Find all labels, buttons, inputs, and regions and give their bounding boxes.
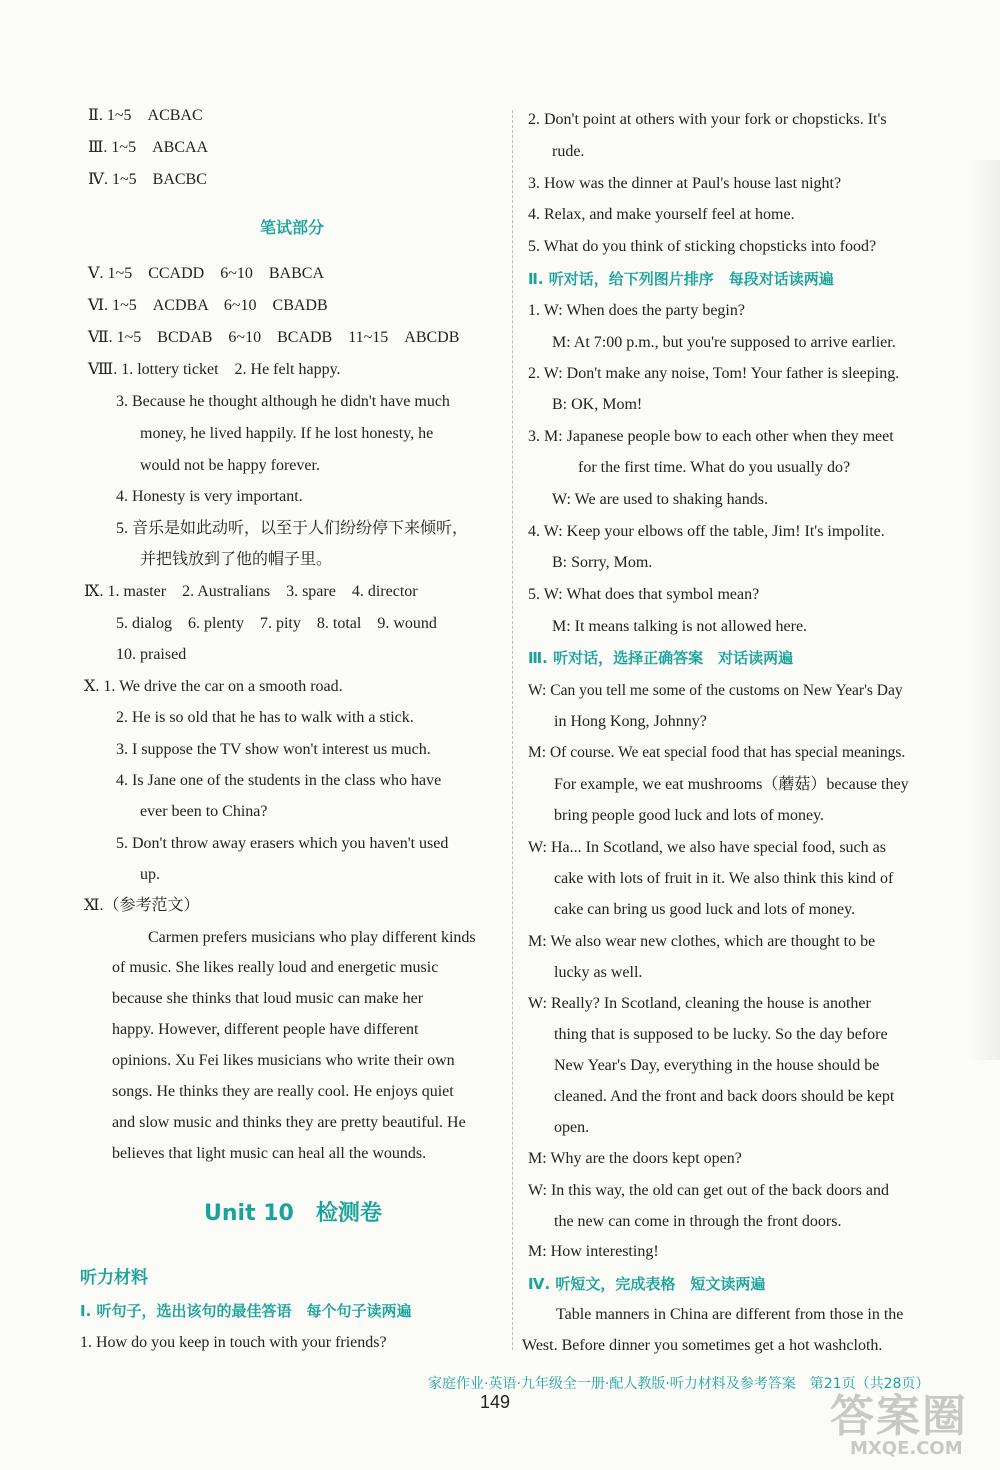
answer-line: Ⅴ. 1~5 CCADD 6~10 BABCA <box>88 265 325 282</box>
script-line: M: Why are the doors kept open? <box>528 1150 742 1167</box>
script-line: rude. <box>552 143 585 160</box>
script-line: W: Really? In Scotland, cleaning the house is another <box>528 995 871 1012</box>
page-edge-shadow <box>970 160 1000 1060</box>
script-line: New Year's Day, everything in the house should be <box>554 1057 880 1074</box>
script-line: W: Can you tell me some of the customs on New Year's Day <box>528 682 903 699</box>
essay-line: happy. However, different people have different <box>112 1021 419 1038</box>
answer-line: 5. 音乐是如此动听，以至于人们纷纷停下来倾听， <box>116 520 469 537</box>
answer-line: 1. How do you keep in touch with your friends? <box>80 1334 387 1351</box>
answer-line: money, he lived happily. If he lost honesty, he <box>140 425 434 442</box>
answer-line: 5. Don't throw away erasers which you haven't used <box>116 835 449 852</box>
script-line: 3. How was the dinner at Paul's house last night? <box>528 175 842 192</box>
section-heading: Ⅱ. 听对话，给下列图片排序 每段对话读两遍 <box>528 270 834 288</box>
essay-line: because she thinks that loud music can make her <box>112 990 424 1007</box>
answer-line: Ⅸ. 1. master 2. Australians 3. spare 4. director <box>84 583 418 600</box>
script-line: M: How interesting! <box>528 1243 659 1260</box>
answer-line: Ⅹ. 1. We drive the car on a smooth road. <box>84 678 343 695</box>
section-heading: Ⅰ. 听句子，选出该句的最佳答语 每个句子读两遍 <box>80 1302 412 1320</box>
answer-line: 3. Because he thought although he didn't have much <box>116 393 450 410</box>
answer-line: Ⅵ. 1~5 ACDBA 6~10 CBADB <box>88 297 328 314</box>
script-line: 2. W: Don't make any noise, Tom! Your father is sleeping. <box>528 365 900 382</box>
answer-line: 4. Is Jane one of the students in the class who have <box>116 772 442 789</box>
answer-line: 4. Honesty is very important. <box>116 488 303 505</box>
unit-title: Unit 10 检测卷 <box>204 1201 382 1226</box>
page-number: 149 <box>480 1392 511 1412</box>
column-divider <box>512 110 513 1350</box>
section-heading: Ⅲ. 听对话，选择正确答案 对话读两遍 <box>528 649 794 667</box>
script-line: bring people good luck and lots of money. <box>554 807 825 824</box>
site-watermark <box>820 1380 990 1460</box>
script-line: West. Before dinner you sometimes get a hot washcloth. <box>522 1337 883 1354</box>
section-heading: 听力材料 <box>80 1268 148 1288</box>
script-line: B: OK, Mom! <box>552 396 643 413</box>
answer-line: would not be happy forever. <box>140 457 320 474</box>
essay-line: opinions. Xu Fei likes musicians who write their own <box>112 1052 455 1069</box>
answer-line: up. <box>140 866 160 883</box>
script-line: for the first time. What do you usually do? <box>578 459 851 476</box>
script-line: open. <box>554 1119 590 1136</box>
script-line: W: In this way, the old can get out of the back doors and <box>528 1182 889 1199</box>
essay-line: songs. He thinks they are really cool. He enjoys quiet <box>112 1083 454 1100</box>
script-line: M: We also wear new clothes, which are thought to be <box>528 933 876 950</box>
script-line: in Hong Kong, Johnny? <box>554 713 707 730</box>
essay-line: and slow music and thinks they are pretty beautiful. He <box>112 1114 466 1131</box>
script-line: 2. Don't point at others with your fork or chopsticks. It's <box>528 111 887 128</box>
script-line: M: Of course. We eat special food that has special meanings. <box>528 744 906 761</box>
script-line: 4. W: Keep your elbows off the table, Jim! It's impolite. <box>528 523 885 540</box>
answer-line: 3. I suppose the TV show won't interest us much. <box>116 741 431 758</box>
answer-line: Ⅺ.（参考范文） <box>84 897 200 914</box>
script-line: cleaned. And the front and back doors should be kept <box>554 1088 895 1105</box>
script-line: 5. W: What does that symbol mean? <box>528 586 760 603</box>
answer-line: Ⅲ. 1~5 ABCAA <box>88 139 209 156</box>
script-line: 5. What do you think of sticking chopsticks into food? <box>528 238 877 255</box>
script-line: Table manners in China are different from those in the <box>556 1306 904 1323</box>
answer-line: Ⅳ. 1~5 BACBC <box>88 171 207 188</box>
footer-text: 家庭作业·英语·九年级全一册·配人教版·听力材料及参考答案 第21页（共28页） <box>428 1376 930 1392</box>
watermark-url: MXQE.COM <box>850 1438 963 1459</box>
essay-line: of music. She likes really loud and energetic music <box>112 959 439 976</box>
answer-line: 10. praised <box>116 646 187 663</box>
script-line: M: At 7:00 p.m., but you're supposed to arrive earlier. <box>552 334 896 351</box>
essay-line: believes that light music can heal all the wounds. <box>112 1145 427 1162</box>
script-line: For example, we eat mushrooms（蘑菇）because they <box>554 776 909 793</box>
section-heading: 笔试部分 <box>260 218 325 237</box>
script-line: 4. Relax, and make yourself feel at home. <box>528 206 795 223</box>
script-line: W: Ha... In Scotland, we also have special food, such as <box>528 839 886 856</box>
script-line: 1. W: When does the party begin? <box>528 302 745 319</box>
answer-line: 并把钱放到了他的帽子里。 <box>140 551 333 568</box>
script-line: 3. M: Japanese people bow to each other when they meet <box>528 428 894 445</box>
answer-line: Ⅱ. 1~5 ACBAC <box>88 107 203 124</box>
essay-line: Carmen prefers musicians who play different kinds <box>148 929 476 946</box>
answer-line: Ⅶ. 1~5 BCDAB 6~10 BCADB 11~15 ABCDB <box>88 329 460 346</box>
script-line: cake with lots of fruit in it. We also think this kind of <box>554 870 894 887</box>
script-line: M: It means talking is not allowed here. <box>552 618 808 635</box>
script-line: thing that is supposed to be lucky. So the day before <box>554 1026 888 1043</box>
answer-line: 5. dialog 6. plenty 7. pity 8. total 9. wound <box>116 615 437 632</box>
answer-line: 2. He is so old that he has to walk with a stick. <box>116 709 414 726</box>
section-heading: Ⅳ. 听短文，完成表格 短文读两遍 <box>528 1275 766 1293</box>
answer-line: ever been to China? <box>140 803 268 820</box>
answer-line: Ⅷ. 1. lottery ticket 2. He felt happy. <box>88 361 341 378</box>
script-line: B: Sorry, Mom. <box>552 554 653 571</box>
script-line: W: We are used to shaking hands. <box>552 491 768 508</box>
script-line: cake can bring us good luck and lots of money. <box>554 901 856 918</box>
script-line: lucky as well. <box>554 964 643 981</box>
script-line: the new can come in through the front doors. <box>554 1213 842 1230</box>
watermark-logo: 答案圈 <box>830 1391 968 1442</box>
